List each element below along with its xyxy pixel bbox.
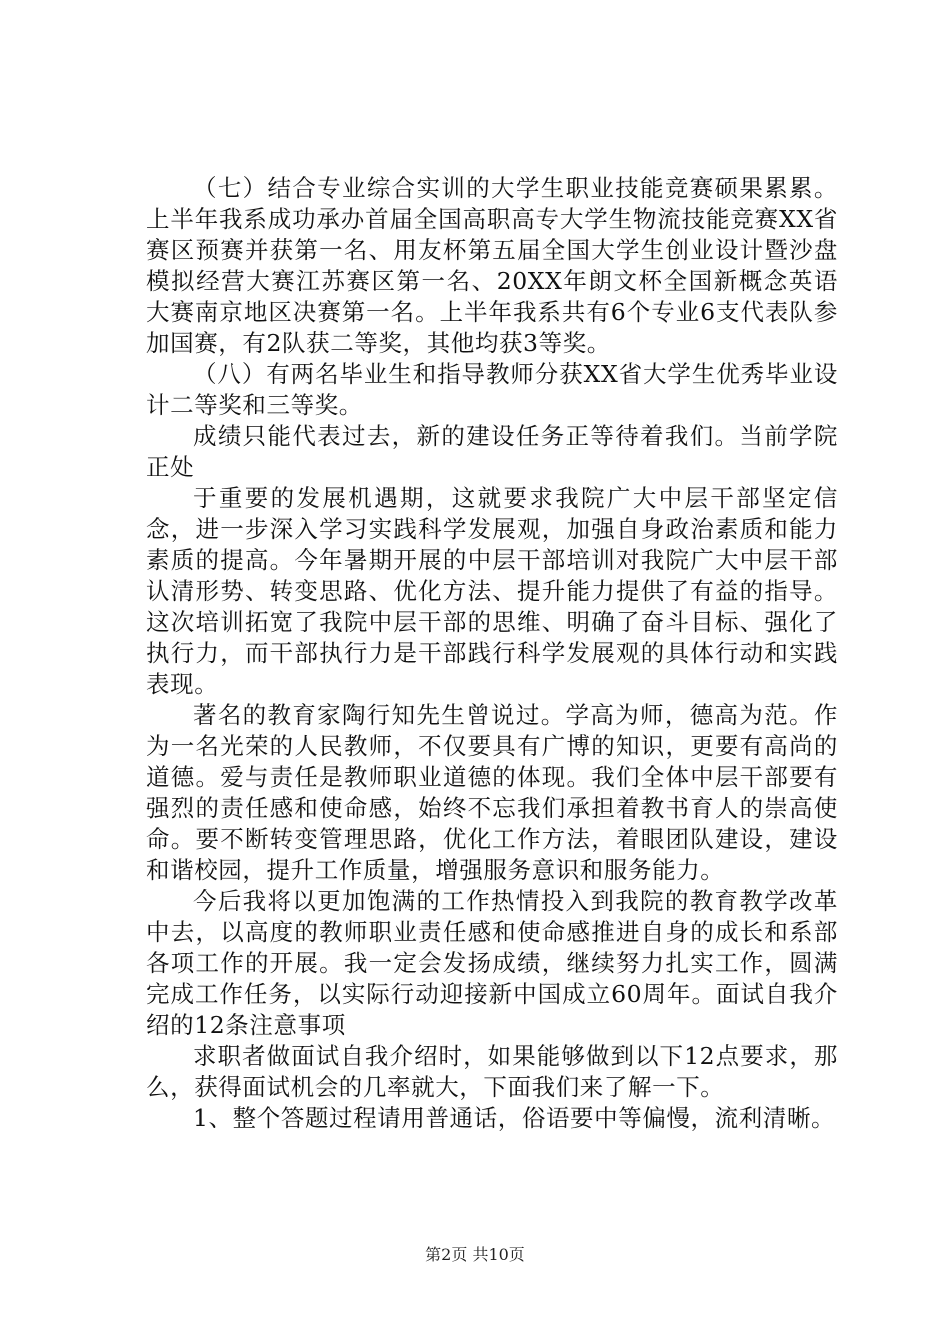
paragraph-achievements: 成绩只能代表过去，新的建设任务正等待着我们。当前学院正处 [146,422,838,481]
paragraph-development: 于重要的发展机遇期，这就要求我院广大中层干部坚定信念，进一步深入学习实践科学发展观，加强自身政治素质和能力素质的提高。今年暑期开展的中层干部培训对我院广大中层干部认清形势、转变思路、优化方法、提升能力提供了有益的指导。这次培训拓宽了我院中层干部的思维、明确了奋斗目标、强化了执行力，而干部执行力是干部践行科学发展观的具体行动和实践表现。 [146,484,838,698]
page-footer: 第2页 共10页 [425,1245,525,1264]
paragraph-item-one: 1、整个答题过程请用普通话，俗语要中等偏慢，流利清晰。 [193,1104,836,1132]
paragraph-section-seven: （七）结合专业综合实训的大学生职业技能竞赛硕果累累。上半年我系成功承办首届全国高职高专大学生物流技能竞赛XX省赛区预赛并获第一名、用友杯第五届全国大学生创业设计暨沙盘模拟经营大赛江苏赛区第一名、20XX年朗文杯全国新概念英语大赛南京地区决赛第一名。上半年我系共有6个专业6支代表队参加国赛，有2队获二等奖，其他均获3等奖。 [146,174,838,357]
paragraph-interview-intro: 求职者做面试自我介绍时，如果能够做到以下12点要求，那么，获得面试机会的几率就大，下面我们来了解一下。 [146,1042,838,1101]
paragraph-teacher-ethics: 著名的教育家陶行知先生曾说过。学高为师，德高为范。作为一名光荣的人民教师，不仅要具有广博的知识，更要有高尚的道德。爱与责任是教师职业道德的体现。我们全体中层干部要有强烈的责任感和使命感，始终不忘我们承担着教书育人的崇高使命。要不断转变管理思路，优化工作方法，着眼团队建设，建设和谐校园，提升工作质量，增强服务意识和服务能力。 [146,701,838,884]
paragraph-future-plan: 今后我将以更加饱满的工作热情投入到我院的教育教学改革中去，以高度的教师职业责任感和使命感推进自身的成长和系部各项工作的开展。我一定会发扬成绩，继续努力扎实工作，圆满完成工作任务，以实际行动迎接新中国成立60周年。面试自我介绍的12条注意事项 [146,887,838,1039]
document-body [146,173,838,1134]
paragraph-section-eight: （八）有两名毕业生和指导教师分获XX省大学生优秀毕业设计二等奖和三等奖。 [146,360,838,419]
